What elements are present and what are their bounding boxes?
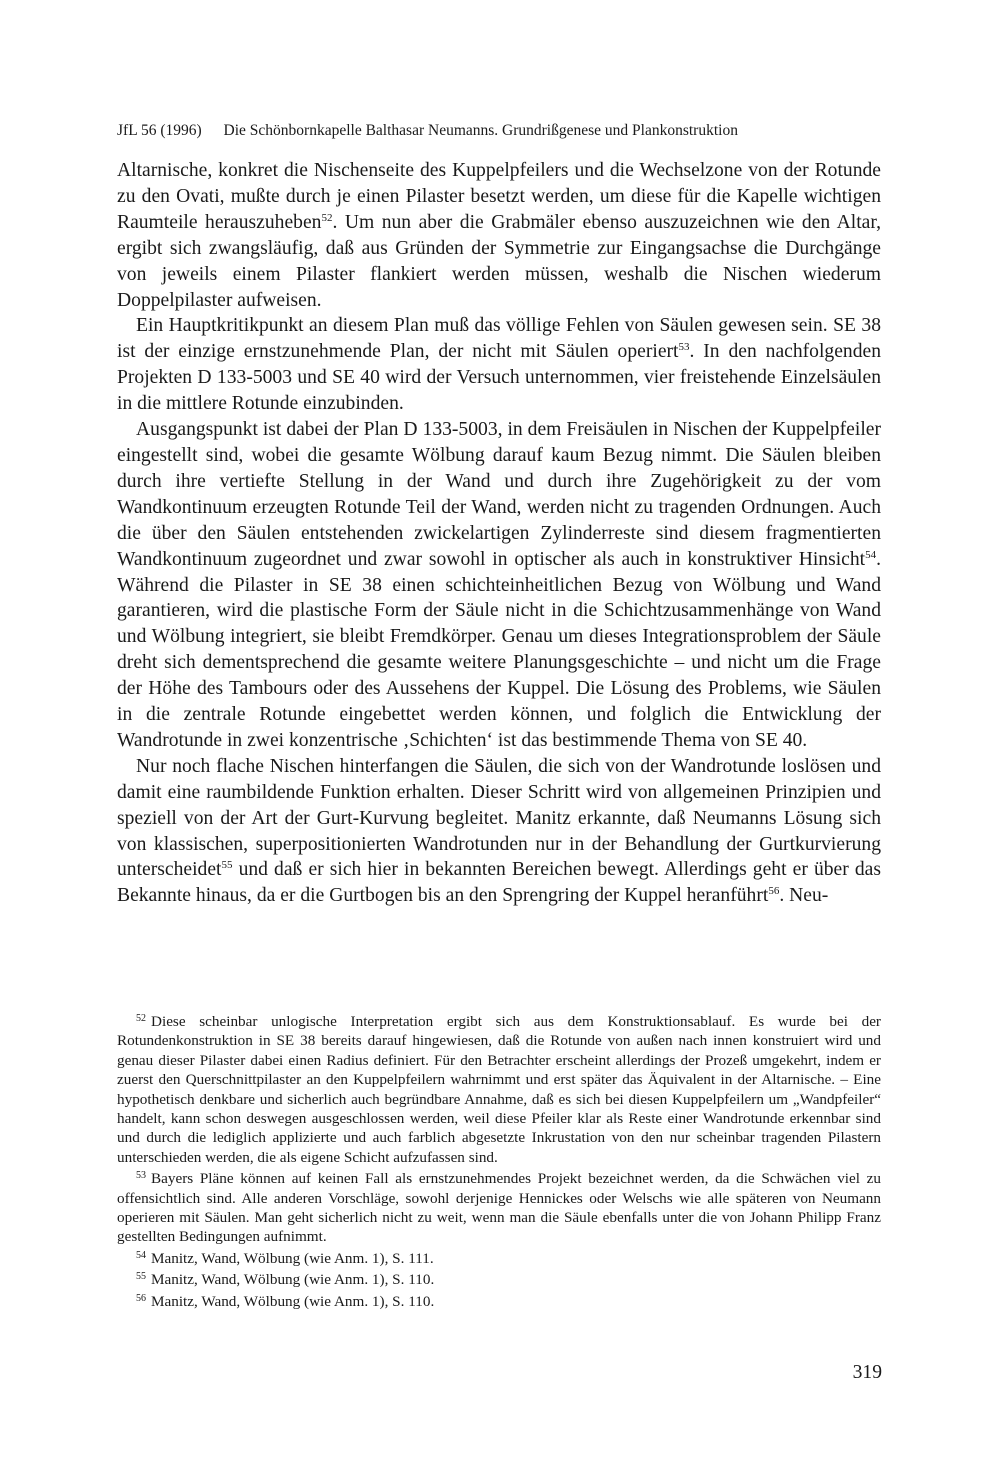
paragraph-2-text-b: . In den nachfolgenden Projekten D 133-5003 und SE 40 wird der Versuch unternommen, vier freistehende Einzelsäulen in die mittlere Rotunde einzubinden. — [117, 341, 881, 415]
journal-reference: JfL 56 (1996) — [117, 122, 202, 139]
footnote-ref-55[interactable]: 55 — [221, 859, 233, 872]
footnote-53 — [117, 1169, 881, 1247]
footnotes — [117, 1012, 881, 1311]
running-header — [117, 121, 881, 141]
footnote-text: Manitz, Wand, Wölbung (wie Anm. 1), S. 110. — [151, 1271, 435, 1289]
paragraph-4-text-c: . Neu- — [779, 885, 829, 907]
paragraph-1-text-a: Altarnische, konkret die Nischenseite des Kuppelpfeilers und die Wechselzone von der Rotunde zu den Ovati, mußte durch je einen Pilaster besetzt werden, um diese für die Kapelle wichtigen Raumteile herauszuheben — [117, 160, 881, 233]
footnote-number: 53 — [136, 1170, 146, 1182]
paragraph-3-text-a: Ausgangspunkt ist dabei der Plan D 133-5003, in dem Freisäulen in Nischen der Kuppelpfeiler eingestellt sind, wobei die gesamte Wölbung darauf kaum Bezug nimmt. Die Säulen bleiben durch ihre vertiefte Stellung in der Wand und durch ihre Zugehörigkeit zu der vom Wandkontinuum erzeugten Rotunde Teil der Wand, werden nicht zu tragenden Ordnungen. Auch die über den Säulen entstehenden zwickelartigen Zylinderreste sind diesem fragmentierten Wandkontinuum zugeordnet und zwar sowohl in optischer als auch in konstruktiver Hinsicht — [117, 419, 881, 570]
footnote-number: 52 — [136, 1013, 146, 1024]
body-text — [117, 158, 881, 909]
footnote-text: Bayers Pläne können auf keinen Fall als ernstzunehmendes Projekt bezeichnet werden, da die Schwächen viel zu offensichtlich sind. Alle anderen Vorschläge, sowohl derjenige Hennickes oder Welschs wie alle späteren von Neumann operieren mit Säulen. Man geht sicherlich nicht zu weit, wenn man die Säule ebenfalls unter die von Johann Philipp Franz gestellten Bedingungen aufnimmt. — [117, 1170, 881, 1246]
footnote-text: Manitz, Wand, Wölbung (wie Anm. 1), S. 111. — [151, 1249, 434, 1267]
footnote-54 — [117, 1249, 881, 1268]
paragraph-4-text-b: und daß er sich hier in bekannten Bereichen bewegt. Allerdings geht er über das Bekannte hinaus, da er die Gurtbogen bis an den Sprengring der Kuppel heranführt — [117, 859, 881, 907]
footnote-ref-53[interactable]: 53 — [678, 341, 690, 354]
paragraph-1-text-b: . Um nun aber die Grabmäler ebenso auszuzeichnen wie den Altar, ergibt sich zwangsläufig, daß aus Gründen der Symmetrie zur Eingangsachse die Durchgänge von jeweils einem Pilaster flankiert werden müssen, weshalb die Nischen wiederum Doppelpilaster aufweisen. — [117, 211, 881, 311]
paragraph-4-text-a: Nur noch flache Nischen hinterfangen die Säulen, die sich von der Wandrotunde loslösen und damit eine raumbildende Funktion erhalten. Dieser Schritt wird von allgemeinen Prinzipien und speziell von der Art der Gurt-Kurvung begleitet. Manitz erkannte, daß Neumanns Lösung sich von klassischen, superpositionierten Wandrotunden nur in der Behandlung der Gurtkurvierung unterscheidet — [117, 755, 881, 881]
footnote-number: 56 — [136, 1292, 146, 1304]
page-number: 319 — [852, 1362, 882, 1383]
paragraph-2 — [117, 313, 881, 417]
footnote-text: Manitz, Wand, Wölbung (wie Anm. 1), S. 110. — [151, 1292, 435, 1310]
footnote-number: 54 — [136, 1249, 146, 1261]
footnote-ref-54[interactable]: 54 — [865, 548, 877, 561]
paragraph-3 — [117, 417, 881, 754]
paragraph-1 — [117, 158, 881, 313]
paragraph-3-text-b: . Während die Pilaster in SE 38 einen schichteinheitlichen Bezug von Wölbung und Wand garantieren, wird die plastische Form der Säule nicht in die Schichtzusammenhänge von Wand und Wölbung integriert, sie bleibt Fremdkörper. Genau um dieses Integrationsproblem der Säule dreht sich dementsprechend die gesamte weitere Planungsgeschichte – und nicht um die Frage der Höhe des Tambours oder des Aussehens der Kuppel. Die Lösung des Problems, wie Säulen in die zentrale Rotunde eingebettet werden können, und folglich die Entwicklung der Wandrotunde in zwei konzentrische ‚Schichten‘ ist das bestimmende Thema von SE 40. — [117, 548, 881, 751]
paragraph-4 — [117, 754, 881, 909]
footnote-text: Diese scheinbar unlogische Interpretation ergibt sich aus dem Konstruktionsablauf. Es wurde bei der Rotundenkonstruktion in SE 38 bereits darauf hingewiesen, daß die Rotunde von außen nach innen konstruiert wird und genau dieser Pilaster dabei einen Radius definiert. Für den Betrachter erscheint allerdings der Prozeß umgekehrt, indem er zuerst den Querschnittpilaster an den Kuppelpfeilern wahrnimmt und erst später das Äquivalent in der Altarnische. – Eine hypothetisch denkbare und sicherlich auch begründbare Annahme, daß es sich bei diesen Kuppelpfeilern um „Wandpfeiler“ handelt, kann schon deswegen ausgeschlossen werden, weil diese Pfeiler klar als Reste einer Wandrotunde erkennbar sind und durch die lediglich applizierte und auch farblich abgesetzte Inkrustation von den nur scheinbar tragenden Pilastern unterschieden werden, die als eigene Schicht aufzufassen sind. — [117, 1013, 881, 1166]
footnote-number: 55 — [136, 1271, 146, 1283]
footnote-ref-52[interactable]: 52 — [321, 211, 333, 224]
paragraph-2-text-a: Ein Hauptkritikpunkt an diesem Plan muß das völlige Fehlen von Säulen gewesen sein. SE 38 ist der einzige ernstzunehmende Plan, der nicht mit Säulen operiert — [117, 315, 881, 363]
footnote-ref-56[interactable]: 56 — [768, 885, 780, 898]
footnote-52 — [117, 1012, 881, 1167]
footnote-55 — [117, 1270, 881, 1289]
running-title: Die Schönbornkapelle Balthasar Neumanns. Grundrißgenese und Plankonstruktion — [223, 122, 738, 139]
footnote-56 — [117, 1292, 881, 1311]
